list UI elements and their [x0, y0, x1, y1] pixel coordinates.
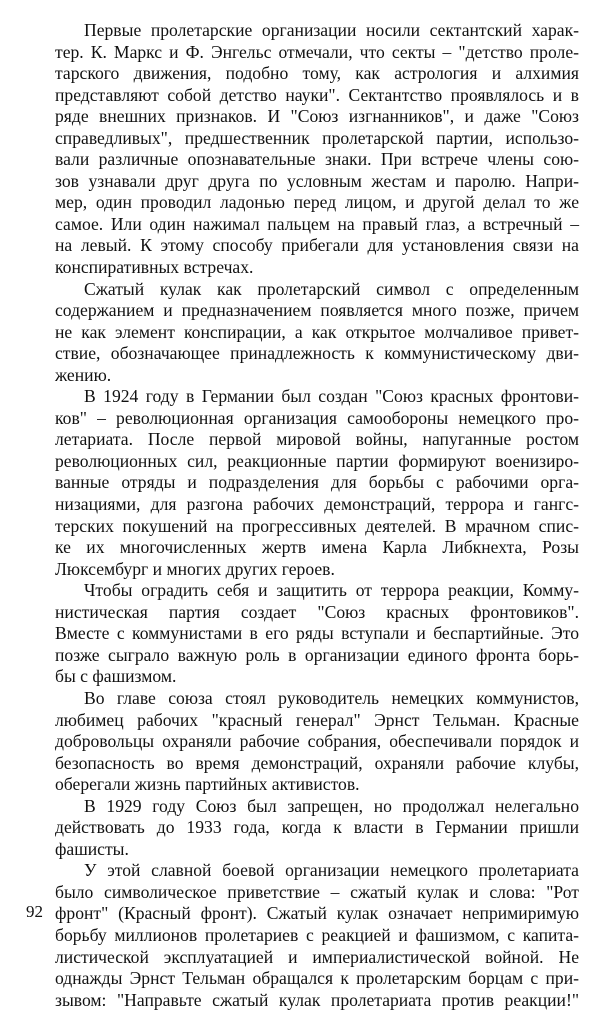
text-line: зов узнавали друг друга по условным жестам и паролю. Напри- [55, 170, 579, 191]
text-line: позже сыграло важную роль в организации единого фронта борь- [55, 644, 579, 665]
text-line: борьбу миллионов пролетариев с реакцией и фашизмом, с капита- [55, 924, 579, 945]
paragraph-6 [26, 796, 579, 861]
text-line: представляют собой детство науки". Сектантство проявлялось и в [55, 84, 579, 105]
text-line: В 1929 году Союз был запрещен, но продолжал нелегально [84, 795, 579, 816]
text-line: тарского движения, подобно тому, как астрология и алхимия [55, 63, 579, 84]
paragraph-5 [26, 688, 579, 796]
text-line: Первые пролетарские организации носили сектантский харак- [84, 20, 579, 40]
text-line: нистическая партия создает "Союз красных фронтовиков". [55, 601, 579, 622]
paragraph-3 [26, 386, 579, 580]
text-line: действовать до 1933 года, когда к власти в Германии пришли [55, 817, 579, 838]
text-line: тер. К. Маркс и Ф. Энгельс отмечали, что секты – "детство проле- [55, 41, 579, 62]
text-line: однажды Эрнст Тельман обращался к пролетарским борцам с при- [55, 968, 579, 989]
text-line: В 1924 году в Германии был создан "Союз красных фронтови- [84, 386, 579, 407]
text-line: мер, один проводил ладонью перед лицом, и другой делал то же [55, 192, 579, 213]
text-line: самое. Или один нажимал пальцем на правый глаз, а встречный – [55, 213, 579, 234]
text-line: терских покушений на прогрессивных деятелей. В мрачном спис- [55, 515, 579, 536]
text-line: Люксембург и многих других героев. [55, 558, 335, 579]
text-line: фашисты. [55, 838, 129, 859]
text-line: справедливых", предшественник пролетарской партии, использо- [55, 127, 579, 148]
text-line: не как элемент конспирации, а как открытое молчаливое привет- [55, 321, 579, 342]
paragraph-1 [26, 20, 579, 279]
text-line: жению. [55, 364, 112, 385]
text-line: конспиративных встречах. [55, 257, 254, 278]
paragraph-4 [26, 580, 579, 688]
text-line: любимец рабочих "красный генерал" Эрнст Тельман. Красные [55, 709, 579, 730]
text-line: фронт" (Красный фронт). Сжатый кулак означает непримиримую [55, 903, 579, 924]
text-line: летариата. После первой мировой войны, напуганные ростом [55, 429, 579, 450]
text-line: ствие, обозначающее принадлежность к коммунистическому дви- [55, 343, 579, 364]
text-line: зывом: "Направьте сжатый кулак пролетариата против реакции!" [55, 989, 579, 1010]
page-number: 92 [26, 902, 43, 921]
text-line: Чтобы оградить себя и защитить от террора реакции, Комму- [84, 580, 579, 601]
text-line: на левый. К этому способу прибегали для установления связи на [55, 235, 579, 256]
text-line: оберегали жизнь партийных активистов. [55, 774, 360, 795]
text-line: добровольцы охраняли рабочие собрания, обеспечивали порядок и [55, 731, 579, 752]
text-line: Вместе с коммунистами в его ряды вступали и беспартийные. Это [55, 623, 579, 644]
text-line: ков" – революционная организация самообороны немецкого про- [55, 407, 579, 428]
text-line: листической эксплуатацией и империалистической войной. Не [55, 946, 579, 967]
text-line: Сжатый кулак как пролетарский символ с определенным [84, 278, 579, 299]
text-line: вали различные опознавательные знаки. При встрече члены сою- [55, 149, 579, 170]
text-line: У этой славной боевой организации немецкого пролетариата [84, 860, 579, 881]
text-line: Во главе союза стоял руководитель немецких коммунистов, [84, 687, 579, 708]
text-line: содержанием и предназначением появляется много позже, причем [55, 300, 579, 321]
page-body [26, 20, 579, 1011]
text-line: ряде внешних признаков. И "Союз изгнанников", и даже "Союз [55, 106, 579, 127]
paragraph-7 [26, 860, 579, 1011]
text-line: бы с фашизмом. [55, 666, 177, 687]
text-line: безопасность во время демонстраций, охраняли рабочие клубы, [55, 752, 579, 773]
text-line: ванные отряды и подразделения для борьбы с рабочими орга- [55, 472, 579, 493]
text-line: низациями, для разгона рабочих демонстраций, террора и гангс- [55, 494, 579, 515]
text-line: было символическое приветствие – сжатый кулак и слова: "Рот [55, 881, 579, 902]
paragraph-2 [26, 279, 579, 387]
text-line: ке их многочисленных жертв имена Карла Либкнехта, Розы [55, 537, 579, 558]
text-line: революционных сил, реакционные партии формируют военизиро- [55, 450, 579, 471]
